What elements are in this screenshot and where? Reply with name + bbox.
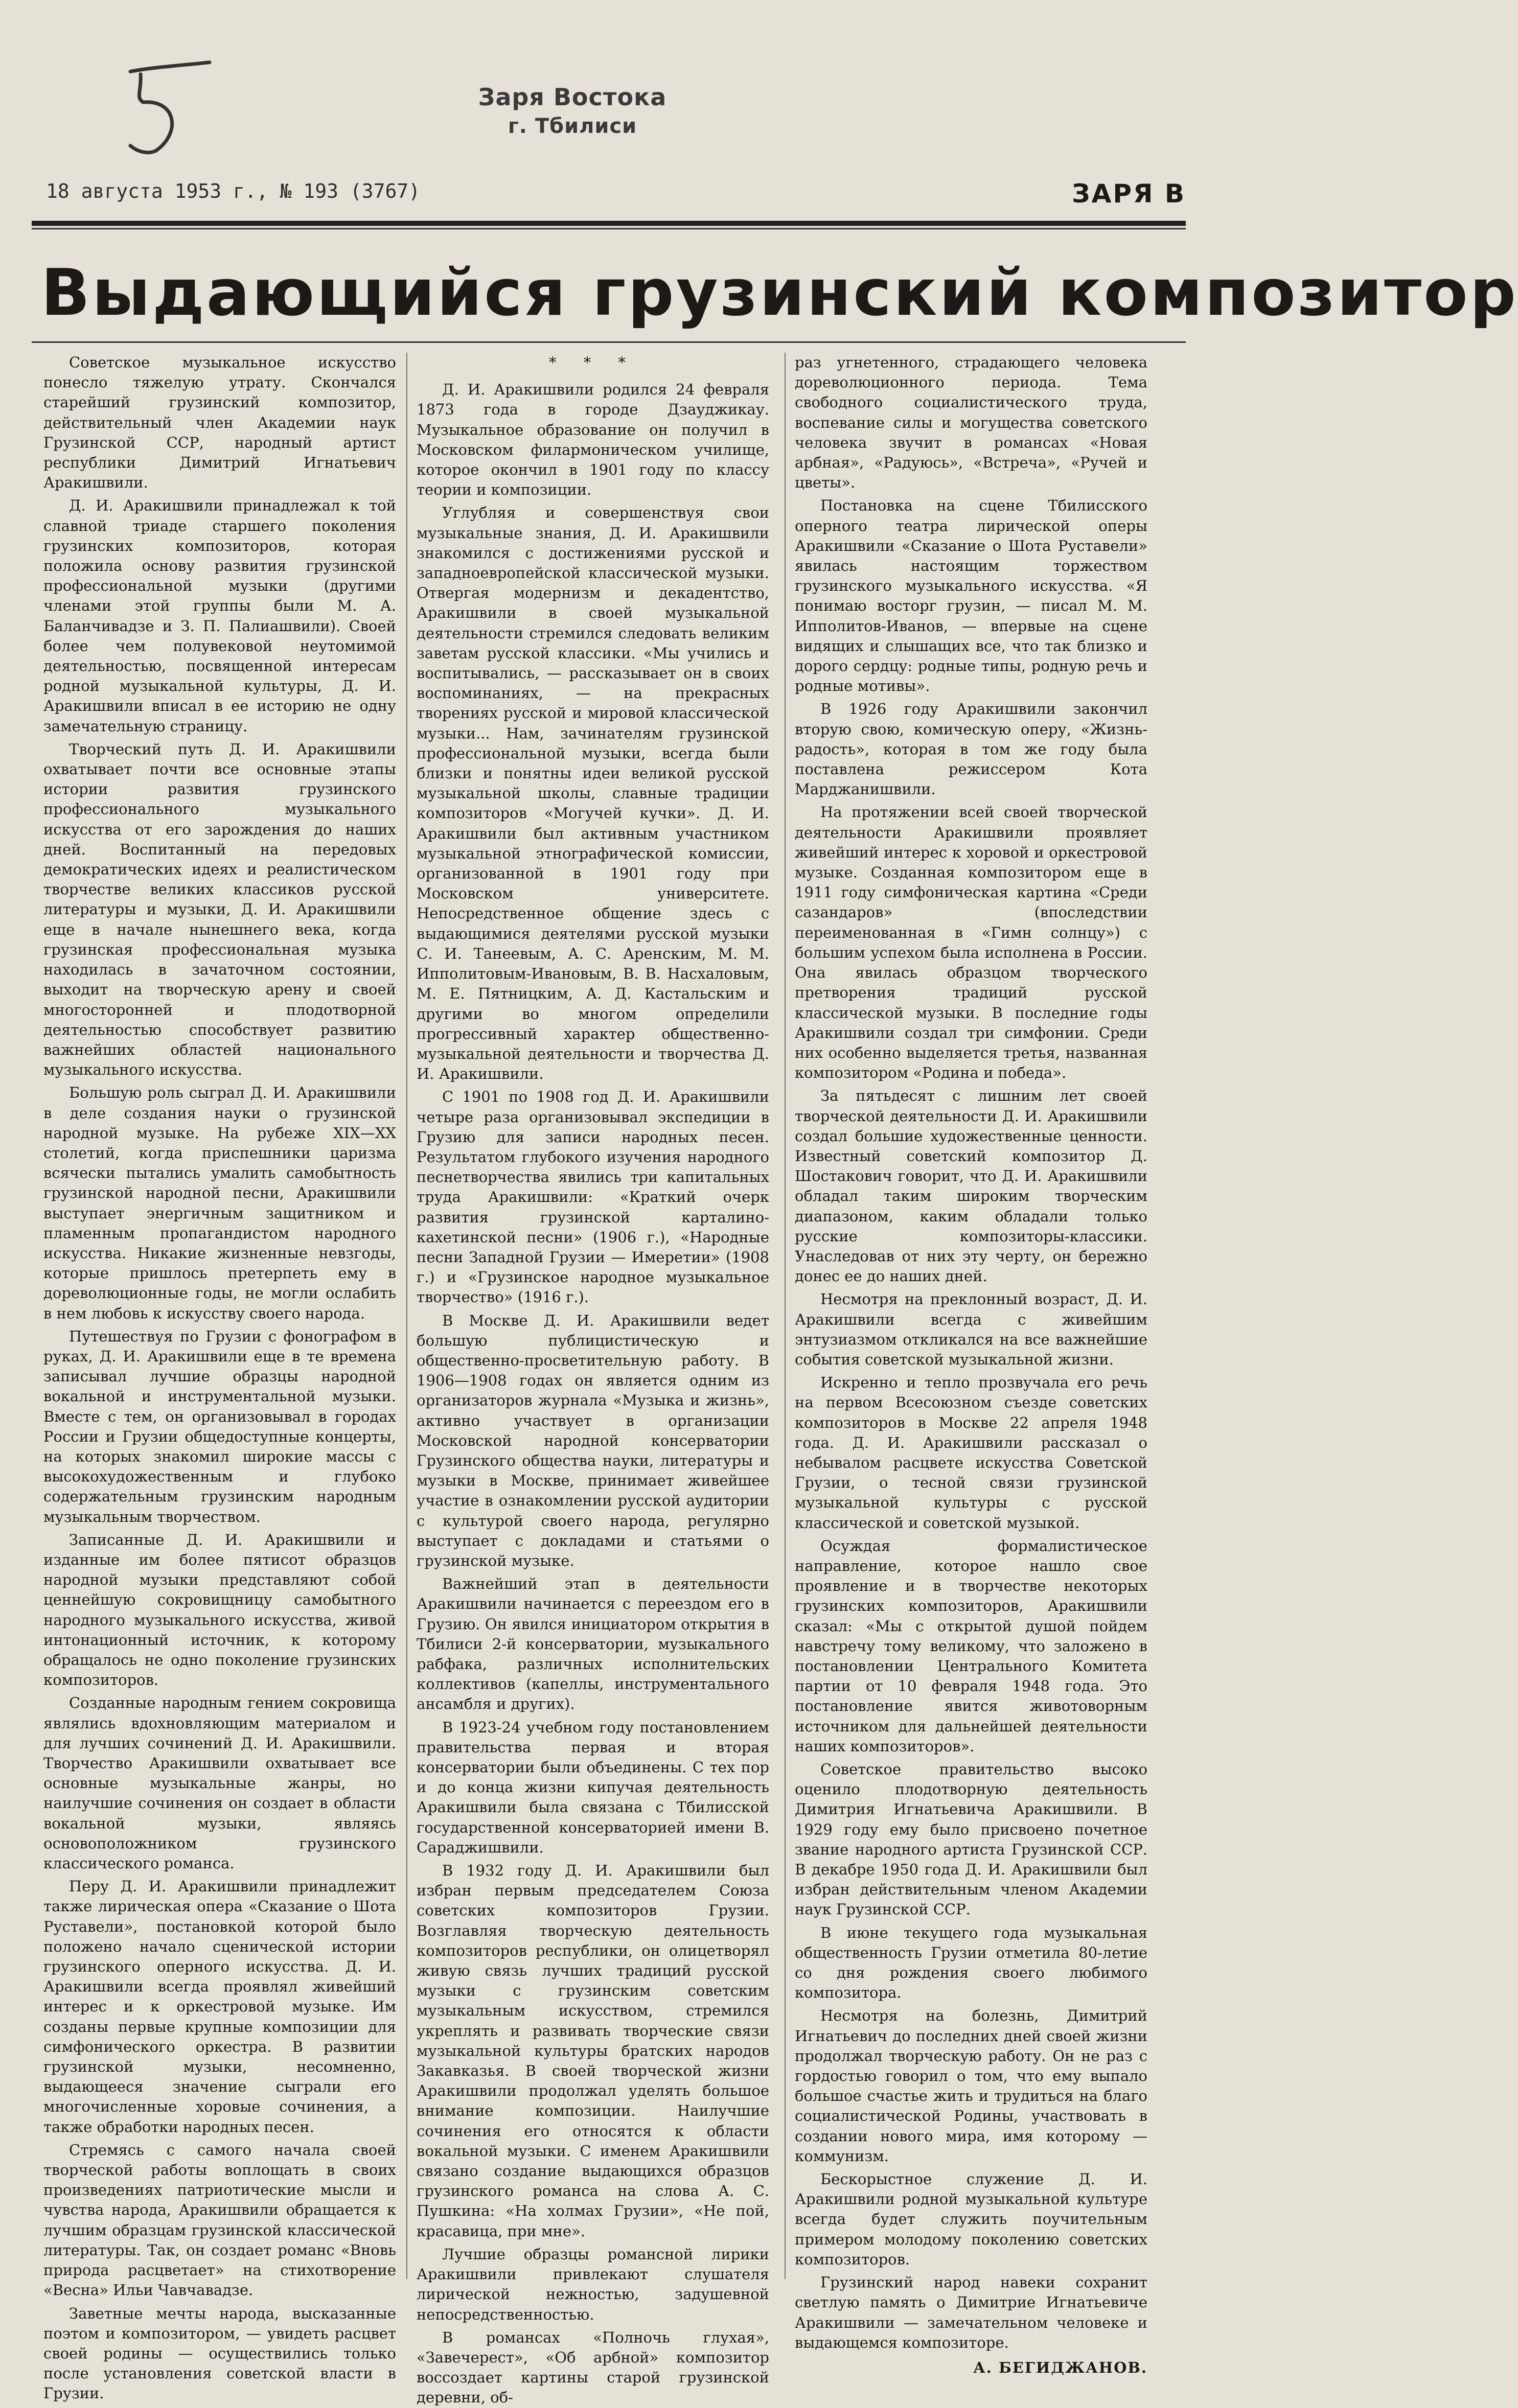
handwritten-page-number (120, 56, 217, 158)
paragraph: Творческий путь Д. И. Аракишвили охватывает почти все основные этапы истории развития грузинского профессионального музыкального искусства от его зарождения до наших дней. Воспитанный на передовых демократических идеях и реалистическом творчестве великих классиков русской литературы и музыки, Д. И. Аракишвили еще в начале нынешнего века, когда грузинская профессиональная музыка находилась в зачаточном состоянии, выходит на творческую арену и своей многосторонней и плодотворной деятельностью способствует развитию важнейших областей национального музыкального искусства. (43, 740, 396, 1079)
issue-dateline: 18 августа 1953 г., № 193 (3767) (46, 180, 421, 202)
paragraph: Бескорыстное служение Д. И. Аракишвили родной музыкальной культуре всегда будет служить поучительным примером молодому поколению советских композиторов. (795, 2170, 1147, 2268)
stamp-city: г. Тбилиси (508, 114, 637, 138)
paragraph: В 1926 году Аракишвили закончил вторую свою, комическую оперу, «Жизнь-радость», которая в том же году была поставлена режиссером Кота Марджанишвили. (795, 700, 1147, 798)
author-signature: А. БЕГИДЖАНОВ. (973, 2358, 1147, 2376)
paragraph: Грузинский народ навеки сохранит светлую память о Димитрие Игнатьевиче Аракишвили — замечательном человеке и выдающемся композиторе. (795, 2274, 1147, 2351)
paragraph: Заветные мечты народа, высказанные поэтом и композитором, — увидеть расцвет своей родины — осуществились только после установления советской власти в Грузии. (43, 2304, 396, 2402)
paragraph: Созданные народным гением сокровища являлись вдохновляющим материалом и для лучших сочинений Д. И. Аракишвили. Творчество Аракишвили охватывает все основные музыкальные жанры, но наилучшие сочинения он создает в области вокальной музыки, являясь основоположником грузинского классического романса. (43, 1694, 396, 1872)
header-rule-thin (32, 228, 1186, 229)
column-divider (785, 353, 786, 2279)
paragraph: Д. И. Аракишвили принадлежал к той славной триаде старшего поколения грузинских композиторов, которая положила основу развития грузинской профессиональной музыки (другими членами этой группы были М. А. Баланчивадзе и З. П. Палиашвили). Своей более чем полувековой неутомимой деятельностью, посвященной интересам родной музыкальной культуры, Д. И. Аракишвили вписал в ее историю не одну замечательную страницу. (43, 497, 396, 735)
paragraph: Важнейший этап в деятельности Аракишвили начинается с переездом его в Грузию. Он явился инициатором открытия в Тбилиси 2-й консерватории, музыкального рабфака, различных исполнительских коллективов (капеллы, инструментального ансамбля и других). (417, 1575, 769, 1713)
article-title: Выдающийся грузинский композитор (41, 255, 1518, 330)
paragraph: Путешествуя по Грузии с фонографом в руках, Д. И. Аракишвили еще в те времена записывал лучшие образцы народной вокальной и инструментальной музыки. Вместе с тем, он организовывал в городах России и Грузии общедоступные концерты, на которых знакомил широкие массы с высокохудожественным и глубоко содержательным грузинским народным музыкальным творчеством. (43, 1327, 396, 1525)
paragraph: Постановка на сцене Тбилисского оперного театра лирической оперы Аракишвили «Сказание о Шота Руставели» явилась настоящим торжеством грузинского музыкального искусства. «Я понимаю восторг грузин, — писал М. М. Ипполитов-Иванов, — впервые на сцене видящих и слышащих все, что так близко и дорого сердцу: родные типы, родную речь и родные мотивы». (795, 497, 1147, 695)
paragraph: Большую роль сыграл Д. И. Аракишвили в деле создания науки о грузинской народной музыке. На рубеже XIX—XX столетий, когда приспешники царизма всячески пытались умалить самобытность грузинской народной песни, Аракишвили выступает энергичным защитником и пламенным пропагандистом народного искусства. Никакие жизненные невзгоды, которые пришлось претерпеть ему в дореволюционные годы, не могли ослабить в нем любовь к искусству своего народа. (43, 1084, 396, 1322)
paragraph: Перу Д. И. Аракишвили принадлежит также лирическая опера «Сказание о Шота Руставели», постановкой которой было положено начало сценической истории грузинского оперного искусства. Д. И. Аракишвили всегда проявлял живейший интерес и к оркестровой музыке. Им созданы первые крупные композиции для симфонического оркестра. В развитии грузинской музыки, несомненно, выдающееся значение сыграли его многочисленные хоровые сочинения, а также обработки народных песен. (43, 1878, 396, 2136)
paragraph: В 1923-24 учебном году постановлением правительства первая и вторая консерватории были объединены. С тех пор и до конца жизни кипучая деятельность Аракишвили была связана с Тбилисской государственной консерваторией имени В. Сараджишвили. (417, 1718, 769, 1856)
paragraph: За пятьдесят с лишним лет своей творческой деятельности Д. И. Аракишвили создал большие художественные ценности. Известный советский композитор Д. Шостакович говорит, что Д. И. Аракишвили обладал таким широким творческим диапазоном, каким обладали только русские композиторы-классики. Унаследовав от них эту черту, он бережно донес ее до наших дней. (795, 1087, 1147, 1285)
article-column-2 (417, 353, 769, 2406)
paragraph: В 1932 году Д. И. Аракишвили был избран первым председателем Союза советских композиторов Грузии. Возглавляя творческую деятельность композиторов республики, он олицетворял живую связь лучших традиций русской музыки с грузинским советским музыкальным искусством, стремился укреплять и развивать творческие связи музыкальной культуры братских народов Закавказья. В своей творческой жизни Аракишвили продолжал уделять большое внимание композиции. Наилучшие сочинения его относятся к области вокальной музыки. С именем Аракишвили связано создание выдающихся образцов грузинского романса на слова А. С. Пушкина: «На холмах Грузии», «Не пой, красавица, при мне». (417, 1862, 769, 2240)
masthead-fragment: ЗАРЯ В (1072, 179, 1186, 209)
paragraph: Искренно и тепло прозвучала его речь на первом Всесоюзном съезде советских композиторов в Москве 22 апреля 1948 года. Д. И. Аракишвили рассказал о небывалом расцвете искусства Советской Грузии, о тесной связи грузинской музыкальной культуры с русской классической и советской музыкой. (795, 1374, 1147, 1532)
paragraph: Советское музыкальное искусство понесло тяжелую утрату. Скончался старейший грузинский композитор, действительный член Академии наук Грузинской ССР, народный артист республики Димитрий Игнатьевич Аракишвили. (43, 354, 396, 492)
paragraph: В Москве Д. И. Аракишвили ведет большую публицистическую и общественно-просветительную работу. В 1906—1908 годах он является одним из организаторов журнала «Музыка и жизнь», активно участвует в организации Московской народной консерватории Грузинского общества науки, литературы и музыки в Москве, принимает живейшее участие в ознакомлении русской аудитории с культурой своего народа, регулярно выступает с докладами и статьями о грузинской музыке. (417, 1311, 769, 1569)
paragraph: В июне текущего года музыкальная общественность Грузии отметила 80-летие со дня рождения своего любимого композитора. (795, 1924, 1147, 2002)
title-rule (32, 341, 1186, 343)
paragraph: Лучшие образцы романсной лирики Аракишвили привлекают слушателя лирической нежностью, задушевной непосредственностью. (417, 2245, 769, 2323)
paragraph: Углубляя и совершенствуя свои музыкальные знания, Д. И. Аракишвили знакомился с достижениями русской и западноевропейской классической музыки. Отвергая модернизм и декадентство, Аракишвили в своей музыкальной деятельности стремился следовать великим заветам русской классики. «Мы учились и воспитывались, — рассказывает он в своих воспоминаниях, — на прекрасных творениях русской и мировой классической музыки... Нам, зачинателям грузинской профессиональной музыки, всегда были близки и понятны идеи великой русской музыкальной школы, славные традиции композиторов «Могучей кучки». Д. И. Аракишвили был активным участником музыкальной этнографической комиссии, организованной в 1901 году при Московском университете. Непосредственное общение здесь с выдающимися деятелями русской музыки С. И. Танеевым, А. С. Аренским, М. М. Ипполитовым-Ивановым, В. В. Насхаловым, М. Е. Пятницким, А. Д. Кастальским и другими во многом определили прогрессивный характер общественно-музыкальной деятельности и творчества Д. И. Аракишвили. (417, 504, 769, 1083)
article-column-3 (795, 353, 1147, 2376)
paragraph: В романсах «Полночь глухая», «Завечерест», «Об арбной» композитор воссоздает картины старой грузинской деревни, об- (417, 2328, 769, 2406)
paragraph: С 1901 по 1908 год Д. И. Аракишвили четыре раза организовывал экспедиции в Грузию для записи народных песен. Результатом глубокого изучения народного песнетворчества явились три капитальных труда Аракишвили: «Краткий очерк развития грузинской карталино-кахетинской песни» (1906 г.), «Народные песни Западной Грузии — Имеретии» (1908 г.) и «Грузинское народное музыкальное творчество» (1916 г.). (417, 1088, 769, 1306)
stamp-newspaper-name: Заря Востока (478, 83, 667, 111)
paragraph: Несмотря на болезнь, Димитрий Игнатьевич до последних дней своей жизни продолжал творческую работу. Он не раз с гордостью говорил о том, что ему выпало большое счастье жить и трудиться на благо социалистической Родины, участвовать в создании нового мира, имя которому — коммунизм. (795, 2007, 1147, 2165)
column-divider (406, 353, 407, 2279)
section-stars: * * * (549, 354, 637, 371)
paragraph: Осуждая формалистическое направление, которое нашло свое проявление и в творчестве некоторых грузинских композиторов, Аракишвили сказал: «Мы с открытой душой пойдем навстречу тому великому, что заложено в постановлении Центрального Комитета партии от 10 февраля 1948 года. Это постановление явится животоворным источником для дальнейшей деятельности наших композиторов». (795, 1537, 1147, 1755)
article-column-1 (43, 353, 396, 2402)
library-stamp (460, 82, 685, 140)
paragraph: раз угнетенного, страдающего человека дореволюционного периода. Тема свободного социалистического труда, воспевание силы и могущества советского человека звучит в романсах «Новая арбная», «Радуюсь», «Встреча», «Ручей и цветы». (795, 354, 1147, 492)
paragraph: На протяжении всей своей творческой деятельности Аракишвили проявляет живейший интерес к хоровой и оркестровой музыке. Созданная композитором еще в 1911 году симфоническая картина «Среди сазандаров» (впоследствии переименованная в «Гимн солнцу») с большим успехом была исполнена в России. Она явилась образцом творческого претворения традиций русской классической музыки. В последние годы Аракишвили создал три симфонии. Среди них особенно выделяется третья, названная композитором «Родина и победа». (795, 803, 1147, 1082)
paragraph: Несмотря на преклонный возраст, Д. И. Аракишвили всегда с живейшим энтузиазмом откликался на все важнейшие события советской музыкальной жизни. (795, 1290, 1147, 1368)
paragraph: Советское правительство высоко оценило плодотворную деятельность Димитрия Игнатьевича Аракишвили. В 1929 году ему было присвоено почетное звание народного артиста Грузинской ССР. В декабре 1950 года Д. И. Аракишвили был избран действительным членом Академии наук Грузинской ССР. (795, 1761, 1147, 1918)
header-rule (32, 221, 1186, 226)
paragraph: Д. И. Аракишвили родился 24 февраля 1873 года в городе Дзауджикау. Музыкальное образование он получил в Московском филармоническом училище, которое окончил в 1901 году по классу теории и композиции. (417, 381, 769, 499)
paragraph: Записанные Д. И. Аракишвили и изданные им более пятисот образцов народной музыки представляют собой ценнейшую сокровищницу самобытного народного музыкального искусства, живой интонационный источник, к которому обращалось не одно поколение грузинских композиторов. (43, 1531, 396, 1689)
paragraph: Стремясь с самого начала своей творческой работы воплощать в своих произведениях патриотические мысли и чувства народа, Аракишвили обращается к лучшим образцам грузинской классической литературы. Так, он создает романс «Вновь природа расцветает» на стихотворение «Весна» Ильи Чавчавадзе. (43, 2141, 396, 2299)
